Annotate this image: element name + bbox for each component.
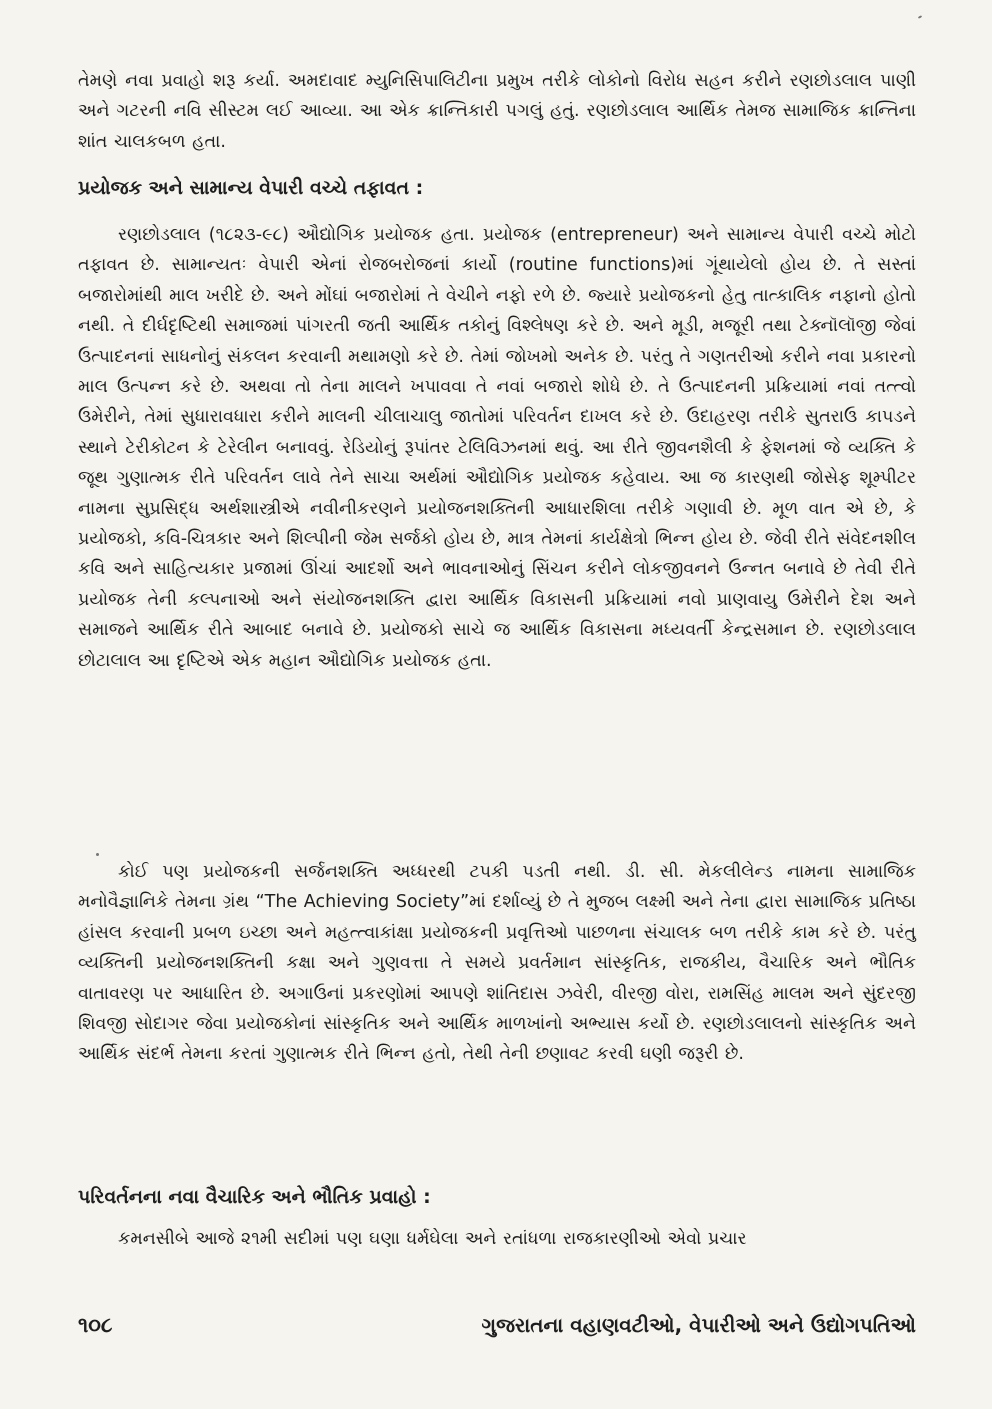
section-heading-new-currents: પરિવર્તનના નવા વૈચારિક અને ભૌતિક પ્રવાહો :	[78, 1186, 431, 1208]
scan-speck	[918, 15, 922, 19]
page-number: ૧૦૮	[78, 1313, 113, 1337]
body-paragraph: રણછોડલાલ (૧૮૨૩-૯૮) ઔદ્યોગિક પ્રયોજક હતા. પ્રયોજક (entrepreneur) અને સામાન્ય વેપારી વચ્ચે મોટો તફાવત છે. સામાન્યતઃ વેપારી એનાં રોજબરોજનાં કાર્યો (routine functions)માં ગૂંથાયેલો હોય છે. તે સસ્તાં બજારોમાંથી માલ ખરીદે છે. અને મોંઘાં બજારોમાં તે વેચીને નફો રળે છે. જ્યારે પ્રયોજકનો હેતુ તાત્કાલિક નફાનો હોતો નથી. તે દીર્ઘદૃષ્ટિથી સમાજમાં પાંગરતી જતી આર્થિક તકોનું વિશ્લેષણ કરે છે. અને મૂડી, મજૂરી તથા ટેક્નૉલૉજી જેવાં ઉત્પાદનનાં સાધનોનું સંકલન કરવાની મથામણો કરે છે. તેમાં જોખમો અનેક છે. પરંતુ તે ગણતરીઓ કરીને નવા પ્રકારનો માલ ઉત્પન્ન કરે છે. અથવા તો તેના માલને ખપાવવા તે નવાં બજારો શોધે છે. તે ઉત્પાદનની પ્રક્રિયામાં નવાં તત્ત્વો ઉમેરીને, તેમાં સુધારાવધારા કરીને માલની ચીલાચાલુ જાતોમાં પરિવર્તન દાખલ કરે છે. ઉદાહરણ તરીકે સુતરાઉ કાપડને સ્થાને ટેરીકોટન કે ટેરેલીન બનાવવું. રેડિયોનું રૂપાંતર ટેલિવિઝનમાં થવું. આ રીતે જીવનશૈલી કે ફેશનમાં જે વ્યક્તિ કે જૂથ ગુણાત્મક રીતે પરિવર્તન લાવે તેને સાચા અર્થમાં ઔદ્યોગિક પ્રયોજક કહેવાય. આ જ કારણથી જોસેફ શૂમ્પીટર નામના સુપ્રસિદ્ધ અર્થશાસ્ત્રીએ નવીનીકરણને પ્રયોજનશક્તિની આધારશિલા તરીકે ગણાવી છે. મૂળ વાત એ છે, કે પ્રયોજકો, કવિ-ચિત્રકાર અને શિલ્પીની જેમ સર્જકો હોય છે, માત્ર તેમનાં કાર્યક્ષેત્રો ભિન્ન હોય છે. જેવી રીતે સંવેદનશીલ કવિ અને સાહિત્યકાર પ્રજામાં ઊંચાં આદર્શો અને ભાવનાઓનું સિંચન કરીને લોકજીવનને ઉન્નત બનાવે છે તેવી રીતે પ્રયોજક તેની કલ્પનાઓ અને સંયોજનશક્તિ દ્વારા આર્થિક વિકાસની પ્રક્રિયામાં નવો પ્રાણવાયુ ઉમેરીને દેશ અને સમાજને આર્થિક રીતે આબાદ બનાવે છે. પ્રયોજકો સાચે જ આર્થિક વિકાસના મધ્યવર્તી કેન્દ્રસમાન છે. રણછોડલાલ છોટાલાલ આ દૃષ્ટિએ એક મહાન ઔદ્યોગિક પ્રયોજક હતા.	[78, 225, 916, 671]
scan-speck	[96, 853, 99, 856]
running-footer-title: ગુજરાતના વહાણવટીઓ, વેપારીઓ અને ઉદ્યોગપતિઓ	[481, 1313, 916, 1337]
intro-paragraph: તેમણે નવા પ્રવાહો શરૂ કર્યા. અમદાવાદ મ્યુનિસિપાલિટીના પ્રમુખ તરીકે લોકોનો વિરોધ સહન કરીને રણછોડલાલ પાણી અને ગટરની નવિ સીસ્ટમ લઈ આવ્યા. આ એક ક્રાન્તિકારી પગલું હતું. રણછોડલાલ આર્થિક તેમજ સામાજિક ક્રાન્તિના શાંત ચાલકબળ હતા.	[78, 71, 916, 152]
body-paragraph: કોઈ પણ પ્રયોજકની સર્જનશક્તિ અધ્ધરથી ટપકી પડતી નથી. ડી. સી. મેકલીલેન્ડ નામના સામાજિક મનોવૈજ્ઞાનિકે તેમના ગ્રંથ “The Achieving Society”માં દર્શાવ્યું છે તે મુજબ લક્ષ્મી અને તેના દ્વારા સામાજિક પ્રતિષ્ઠા હાંસલ કરવાની પ્રબળ ઇચ્છા અને મહત્ત્વાકાંક્ષા પ્રયોજકની પ્રવૃત્તિઓ પાછળના સંચાલક બળ તરીકે કામ કરે છે. પરંતુ વ્યક્તિની પ્રયોજનશક્તિની કક્ષા અને ગુણવત્તા તે સમયે પ્રવર્તમાન સાંસ્કૃતિક, રાજકીય, વૈચારિક અને ભૌતિક વાતાવરણ પર આધારિત છે. અગાઉનાં પ્રકરણોમાં આપણે શાંતિદાસ ઝવેરી, વીરજી વોરા, રામસિંહ માલમ અને સુંદરજી શિવજી સોદાગર જેવા પ્રયોજકોનાં સાંસ્કૃતિક અને આર્થિક માળખાંનો અભ્યાસ કર્યો છે. રણછોડલાલનો સાંસ્કૃતિક અને આર્થિક સંદર્ભ તેમના કરતાં ગુણાત્મક રીતે ભિન્ન હતો, તેથી તેની છણાવટ કરવી ઘણી જરૂરી છે.	[78, 862, 916, 1065]
body-paragraph: કમનસીબે આજે ૨૧મી સદીમાં પણ ઘણા ધર્મઘેલા અને રતાંધળા રાજકારણીઓ એવો પ્રચાર	[118, 1229, 747, 1249]
section-heading-entrepreneur-vs-trader: પ્રયોજક અને સામાન્ય વેપારી વચ્ચે તફાવત :	[78, 177, 424, 199]
